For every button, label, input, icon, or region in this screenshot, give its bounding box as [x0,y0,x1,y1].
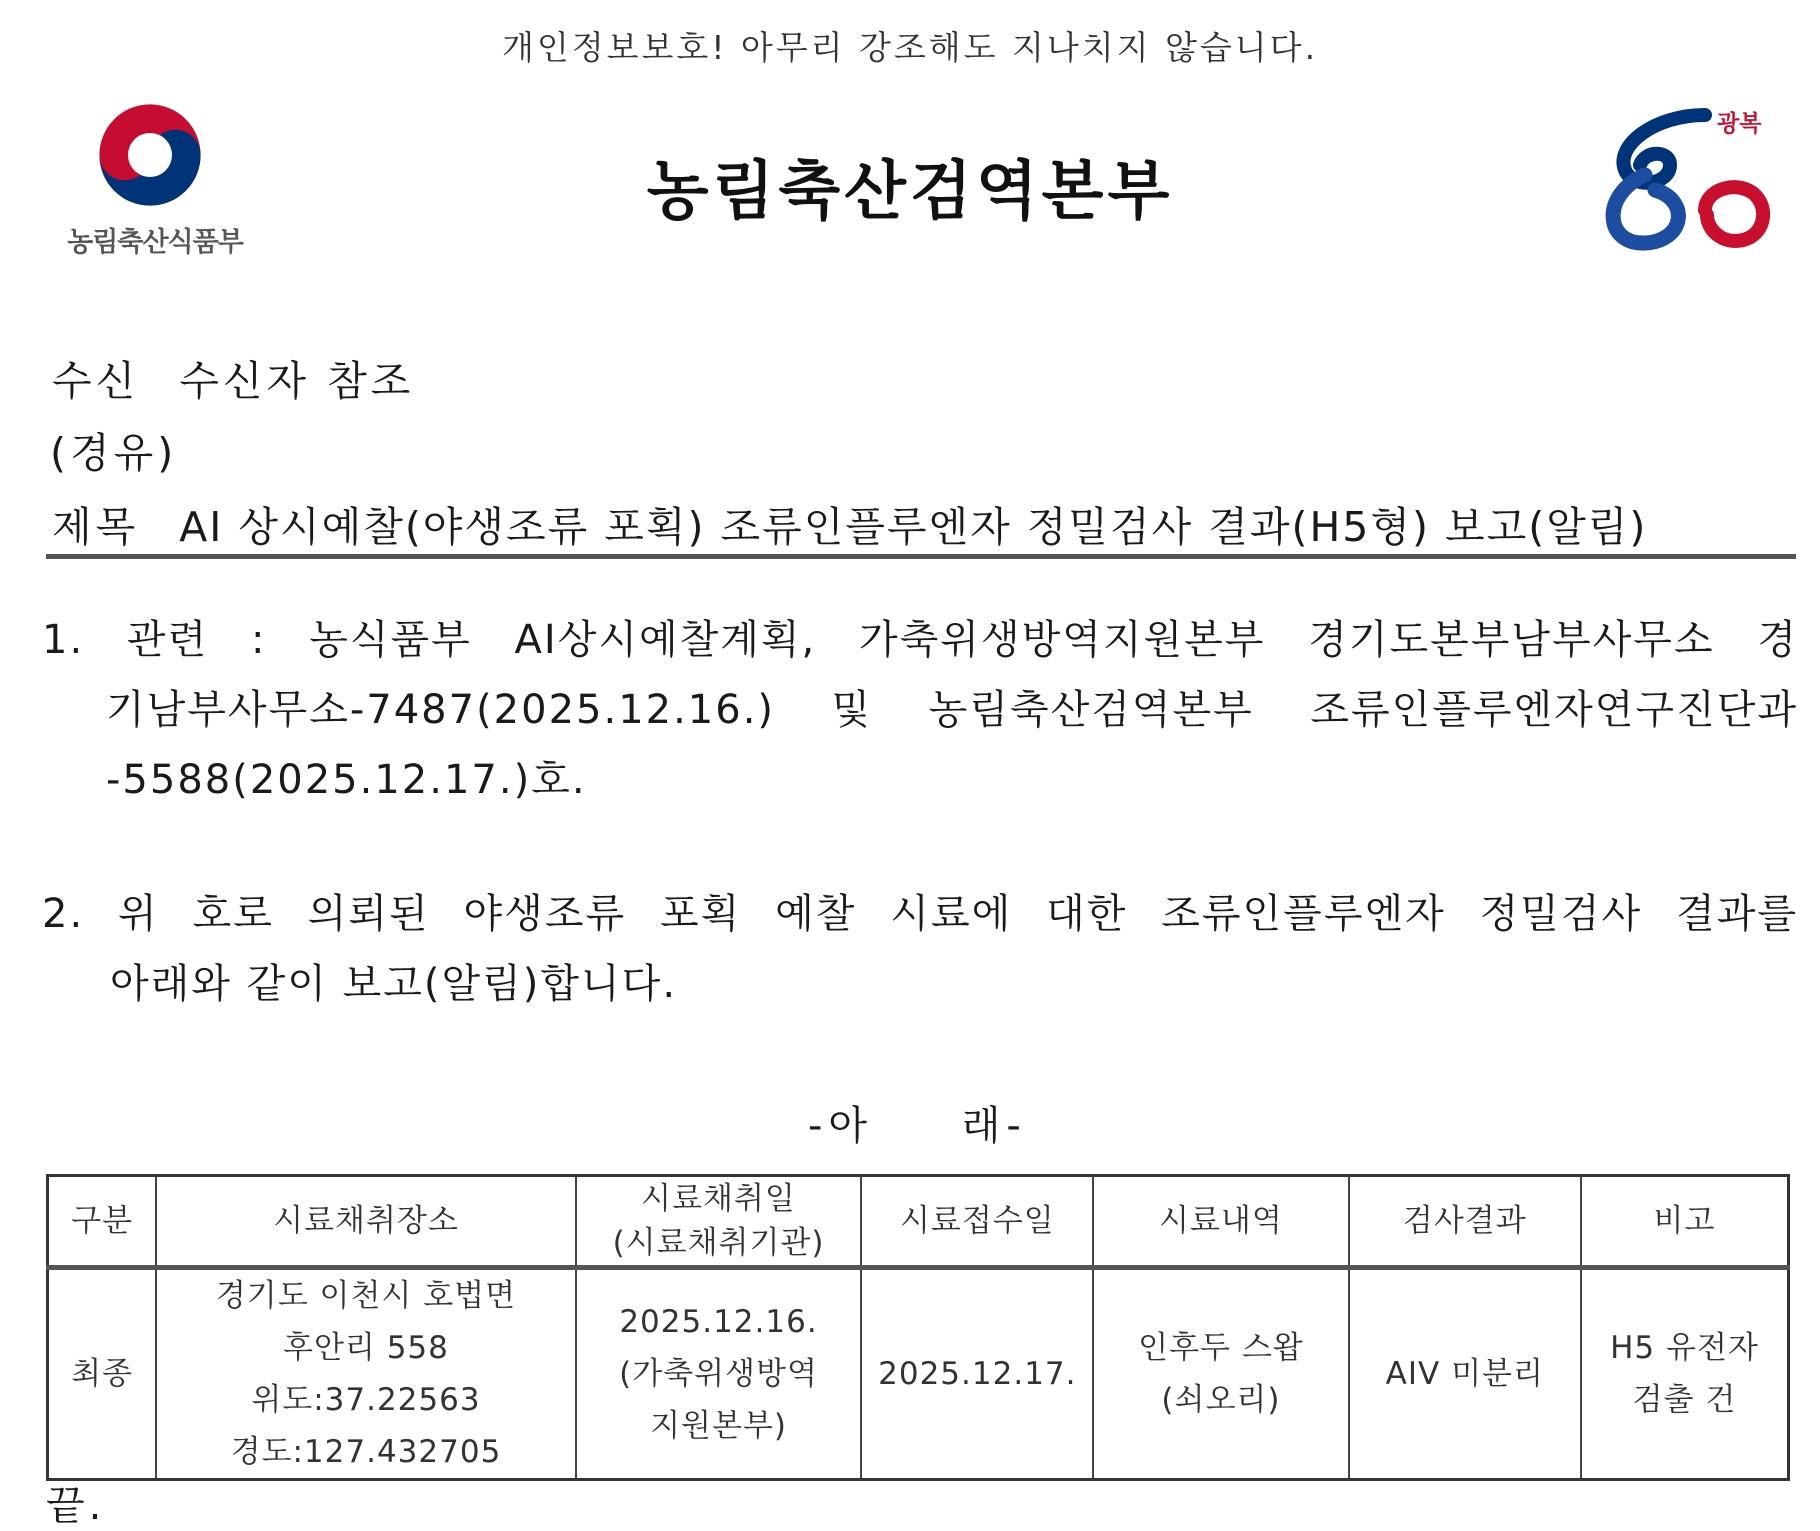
paragraph-2-line-1: 2. 위 호로 의뢰된 야생조류 포획 예찰 시료에 대한 조류인플루엔자 정밀검사 결과를 [42,891,1798,937]
location-line: 후안리 558 [283,1330,449,1366]
sample-line: 인후두 스왑 [1138,1330,1304,1366]
subject-value: AI 상시예찰(야생조류 포획) 조류인플루엔자 정밀검사 결과(H5형) 보고(알림) [179,503,1648,551]
recipient-label: 수신 [52,357,140,405]
header-date-line-1: 시료채취일 [641,1181,796,1217]
location-latitude: 위도:37.22563 [251,1382,481,1418]
header-category: 구분 [48,1176,157,1268]
header-sample: 시료내역 [1093,1176,1348,1268]
ministry-name: 농림축산식품부 [67,227,243,258]
paragraph-2-line-2: 아래와 같이 보고(알림)합니다. [110,961,678,1007]
location-longitude: 경도:127.432705 [230,1434,502,1470]
recipient-line [52,348,414,407]
header-date-line-2: (시료채취기관) [612,1225,825,1261]
cell-location [156,1268,575,1480]
paragraph-1-line-3: -5588(2025.12.17.)호. [106,757,587,803]
table-row [48,1268,1789,1480]
privacy-banner: 개인정보보호! 아무리 강조해도 지나치지 않습니다. [501,28,1319,67]
header-divider [46,554,1796,559]
sample-line: (쇠오리) [1161,1382,1281,1418]
cell-result: AIV 미분리 [1349,1268,1581,1480]
cell-category: 최종 [48,1268,157,1480]
cell-received-date: 2025.12.17. [861,1268,1093,1480]
note-line: H5 유전자 [1610,1330,1759,1366]
header-location: 시료채취장소 [156,1176,575,1268]
via-line: (경유) [50,429,178,477]
below-heading: -아 래- [808,1103,1027,1149]
liberation-80-logo [1585,95,1785,265]
subject-line [52,494,1647,553]
recipient-value: 수신자 참조 [179,357,415,405]
note-line: 검출 건 [1632,1382,1737,1418]
cell-sample [1093,1268,1348,1480]
liberation-text: 광복 [1717,111,1762,137]
result-table [46,1174,1790,1481]
date-line: 지원본부) [650,1408,787,1444]
location-line: 경기도 이천시 호법면 [215,1278,517,1314]
cell-collection-date [576,1268,862,1480]
paragraph-1-line-2: 기남부사무소-7487(2025.12.16.) 및 농림축산검역본부 조류인플루엔자연구진단과 [106,687,1798,733]
agency-title: 농림축산검역본부 [646,155,1174,229]
paragraph-1-line-1: 1. 관련 : 농식품부 AI상시예찰계획, 가축위생방역지원본부 경기도본부남부사무소 경 [42,617,1798,663]
date-line: 2025.12.16. [619,1304,818,1340]
header-note: 비고 [1581,1176,1789,1268]
date-line: (가축위생방역 [619,1356,818,1392]
cell-note [1581,1268,1789,1480]
table-header-row [48,1176,1789,1268]
header-collection-date [576,1176,862,1268]
subject-label: 제목 [52,503,140,551]
header-received-date: 시료접수일 [861,1176,1093,1268]
header-result: 검사결과 [1349,1176,1581,1268]
end-mark: 끝. [46,1483,106,1529]
